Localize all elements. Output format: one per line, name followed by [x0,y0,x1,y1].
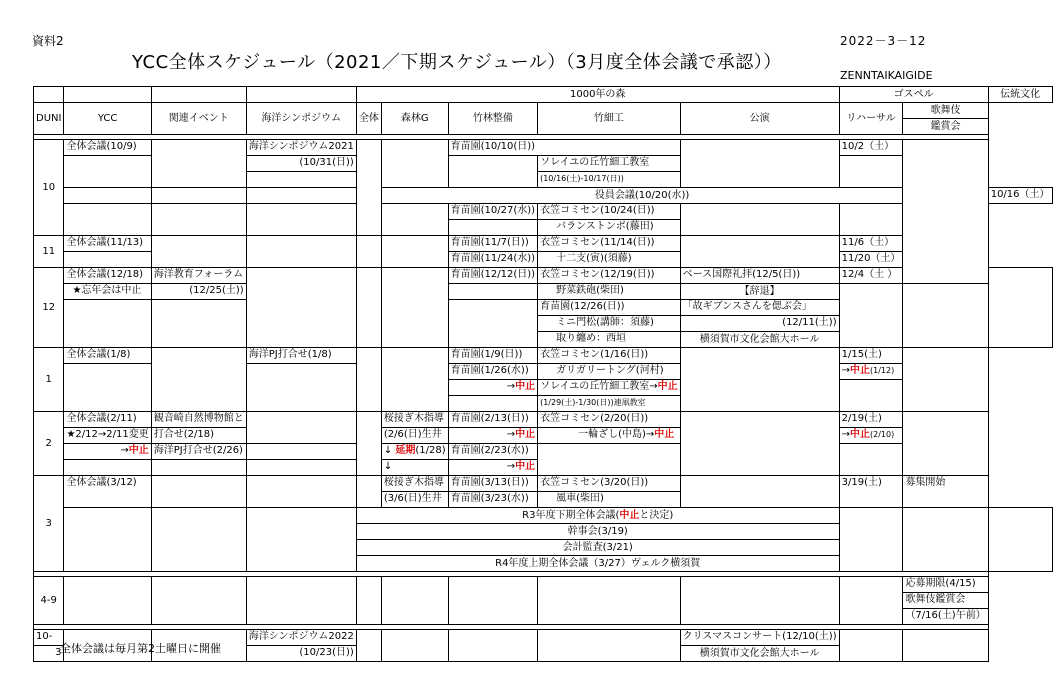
dec-ycc-2: ★忘年会は中止 [64,284,151,300]
jan-craft-3-text: ソレイユの丘竹細工教室→ [540,381,658,392]
jan-rehearsal-new-date: (1/12) [870,366,895,375]
nov-craft-2: 十二支(寅)(須藤) [538,252,680,268]
jan-rehearsal-cancel-label: 中止 [850,365,870,376]
feb-ycc-arrow: → [120,445,129,456]
dec-performance-1: ベース国際礼拝(12/5(日)) [680,268,839,284]
feb-event-2: 打合せ(2/18) [151,428,246,444]
oct-rehearsal-1: 10/2（土） [839,140,903,156]
mar-meeting-cancel-label: 中止 [619,510,640,521]
mar-meeting [356,508,839,524]
feb-rehearsal-cancel-label: 中止 [850,429,870,440]
oct-officers-meeting: 役員会議(10/20(水)) [381,188,903,204]
feb-event-1: 観音崎自然博物館と [151,412,246,428]
mar-rehearsal: 3/19(土) [839,476,903,508]
nov-nursery-1: 育苗園(11/7(日)) [448,236,537,252]
dec-rehearsal-1: 12/4（土 ） [839,268,903,284]
feb-nursery-arrow-1: → [506,429,516,440]
next-symposium-2: (10/23(日)) [246,646,356,662]
document-code: ZENNTAIKAIGIDE [840,69,933,82]
feb-forest-arrow: ↓ [383,445,396,456]
oct-ycc: 全体会議(10/9) [64,140,151,156]
feb-nursery-1: 育苗園(2/13(日)) [448,412,537,428]
feb-rehearsal-arrow: → [841,429,850,440]
month-dec: 12 [34,268,64,348]
mar-ycc: 全体会議(3/12) [64,476,151,508]
mar-r4-meeting: R4年度上期全体会議（3/27）ヴェルク横須賀 [356,556,839,572]
col-header-bamboo-maint: 竹林整備 [448,103,537,135]
apr-tradition-2: 歌舞伎鑑賞会 [903,593,988,609]
col-header-rehearsal: リハーサル [839,103,903,135]
feb-rehearsal-1: 2/19(土) [839,412,903,428]
apr-tradition-3: （7/16(土)午前） [903,609,988,625]
jan-nursery-2: 育苗園(1/26(水)) [448,364,537,380]
mar-meeting-text-2: と決定) [639,510,674,521]
mar-audit: 会計監査(3/21) [356,540,839,556]
mar-craft-2: 風車(柴田) [538,492,680,508]
dec-performance-4: (12/11(土)) [680,316,839,332]
oct-symposium-date: (10/31(日)) [246,156,356,172]
col-header-all: 全体 [356,103,381,135]
dec-nursery-2: 育苗園(12/26(日)) [538,300,680,316]
col-header-ycc: YCC [64,103,151,135]
feb-craft-2-text: 一輪ざし(中島)→ [578,429,655,440]
jan-ycc: 全体会議(1/8) [64,348,151,364]
document-date: 2022－3－12 [840,34,927,48]
mar-craft-1: 衣笠コミセン(3/20(日)) [538,476,680,492]
jan-rehearsal-1: 1/15(土) [839,348,903,364]
dec-craft-3: ミニ門松(講師：須藤) [538,316,680,332]
jan-rehearsal-cancel [839,364,903,380]
feb-ycc-2: ★2/12→2/11変更 [64,428,151,444]
mar-forest-1: 桜接ぎ木指導 [381,476,448,492]
oct-symposium: 海洋シンポジウム2021 [246,140,356,156]
feb-nursery-cancel-1 [448,428,537,444]
col-header-symposium: 海洋シンポジウム [246,103,356,135]
dec-performance-3: 「故ギブンスさんを偲ぶ会」 [680,300,839,316]
oct-rehearsal-2: 10/16（土） [988,188,1052,204]
jan-craft-2: ガリガリートング(河村) [538,364,680,380]
dec-craft-1: 衣笠コミセン(12/19(日)) [538,268,680,284]
feb-nursery-arrow-2: → [506,461,516,472]
dec-performance-5: 横須賀市文化会館大ホール [680,332,839,348]
feb-craft-cancel-label: 中止 [654,429,675,440]
month-apr-sep: 4-9 [34,577,64,625]
col-header-forest-g: 森林G [381,103,448,135]
dec-performance-2: 【辞退】 [680,284,839,300]
mar-secretariat: 幹事会(3/19) [356,524,839,540]
jan-symposium: 海洋PJ打合せ(1/8) [246,348,356,364]
nov-rehearsal-1: 11/6（土） [839,236,903,252]
document-label: 資料2 [32,34,64,48]
jan-craft-cancel-label: 中止 [657,381,678,392]
oct-nursery-2: 育苗園(10/27(水)) [448,204,537,220]
feb-rehearsal-new-date: (2/10) [870,430,895,439]
group-header-tradition: 伝統文化 [988,87,1052,103]
feb-forest-4: ↓ [381,460,448,476]
col-header-month: DUNI [34,103,64,135]
feb-forest-postponed-label: 延期 [395,445,416,456]
jan-craft-1: 衣笠コミセン(1/16(日)) [538,348,680,364]
dec-craft-2: 野菜鉄砲(柴田) [538,284,680,300]
mar-nursery-2: 育苗園(3/23(水)) [448,492,537,508]
month-nov: 11 [34,236,64,268]
schedule-table [33,86,1053,662]
group-header-forest: 1000年の森 [356,87,839,103]
dec-event-2: (12/25(土)) [151,284,246,300]
feb-rehearsal-cancel [839,428,903,444]
group-header-gospel: ゴスペル [839,87,988,103]
page-title: YCC全体スケジュール（2021／下期スケジュール）（3月度全体会議で承認）） [132,52,782,73]
feb-event-3: 海洋PJ打合せ(2/26) [151,444,246,460]
dec-nursery-1: 育苗園(12/12(日)) [448,268,537,284]
month-jan: 1 [34,348,64,412]
oct-nursery-1: 育苗園(10/10(日)) [448,140,680,156]
feb-forest-1: 桜接ぎ木指導 [381,412,448,428]
month-mar: 3 [34,476,64,572]
jan-nursery-cancel [448,380,537,396]
footer-note: 全体会議は毎月第2土曜日に開催 [60,642,221,655]
oct-craft-4: バランストンボ(藤田) [538,220,680,236]
feb-ycc-1: 全体会議(2/11) [64,412,151,428]
jan-craft-4 [538,396,680,412]
feb-nursery-cancel-label-2: 中止 [515,461,536,472]
oct-craft-3: 衣笠コミセン(10/24(日)) [538,204,680,220]
jan-nursery-arrow: → [506,381,516,392]
feb-craft-2 [538,428,680,444]
month-next-1: 10- [34,630,64,646]
feb-nursery-cancel-2 [448,460,537,476]
dec-craft-4: 取り纏め：西垣 [538,332,680,348]
feb-ycc-cancel-label: 中止 [128,445,149,456]
dec-event-1: 海洋教育フォーラム [151,268,246,284]
feb-forest-3 [381,444,448,460]
nov-rehearsal-2: 11/20（土） [839,252,903,268]
col-header-events: 関連イベント [151,103,246,135]
col-header-performance: 公演 [680,103,839,135]
oct-craft-1: ソレイユの丘竹細工教室 [538,156,680,172]
mar-tradition: 募集開始 [903,476,988,508]
col-header-kabuki: 歌舞伎 [903,103,988,119]
mar-nursery-1: 育苗園(3/13(日)) [448,476,537,492]
jan-nursery-1: 育苗園(1/9(日)) [448,348,537,364]
feb-forest-new-date: (1/28) [415,445,446,456]
jan-craft-3 [538,380,680,396]
next-performance-1: クリスマスコンサート(12/10(土)) [680,630,839,646]
month-oct: 10 [34,140,64,236]
nov-ycc: 全体会議(11/13) [64,236,151,252]
next-performance-2: 横須賀市文化会館大ホール [680,646,839,662]
feb-forest-2: (2/6(日)生井 [381,428,448,444]
feb-ycc-cancel [64,444,151,460]
mar-forest-2: (3/6(日)生井 [381,492,448,508]
feb-nursery-cancel-label-1: 中止 [515,429,536,440]
jan-rehearsal-arrow: → [841,365,850,376]
nov-craft-1: 衣笠コミセン(11/14(日)) [538,236,680,252]
next-symposium-1: 海洋シンポジウム2022 [246,630,356,646]
feb-nursery-2: 育苗園(2/23(水)) [448,444,537,460]
mar-meeting-text-1: R3年度下期全体会議( [522,510,620,521]
jan-nursery-cancel-label: 中止 [515,381,536,392]
oct-craft-2 [538,172,680,188]
feb-craft-1: 衣笠コミセン(2/20(日)) [538,412,680,428]
col-header-kabuki-2: 鑑賞会 [903,119,988,135]
month-feb: 2 [34,412,64,476]
oct-craft-2-text: (10/16(土)-10/17(日)) [540,174,624,183]
apr-tradition-1: 応募期限(4/15) [903,577,988,593]
nov-nursery-2: 育苗園(11/24(水)) [448,252,537,268]
dec-ycc-1: 全体会議(12/18) [64,268,151,284]
month-next-2: 3 [34,646,64,662]
jan-craft-4-text: (1/29(土)-1/30(日))連凧教室 [540,398,646,407]
col-header-bamboo-craft: 竹細工 [538,103,680,135]
